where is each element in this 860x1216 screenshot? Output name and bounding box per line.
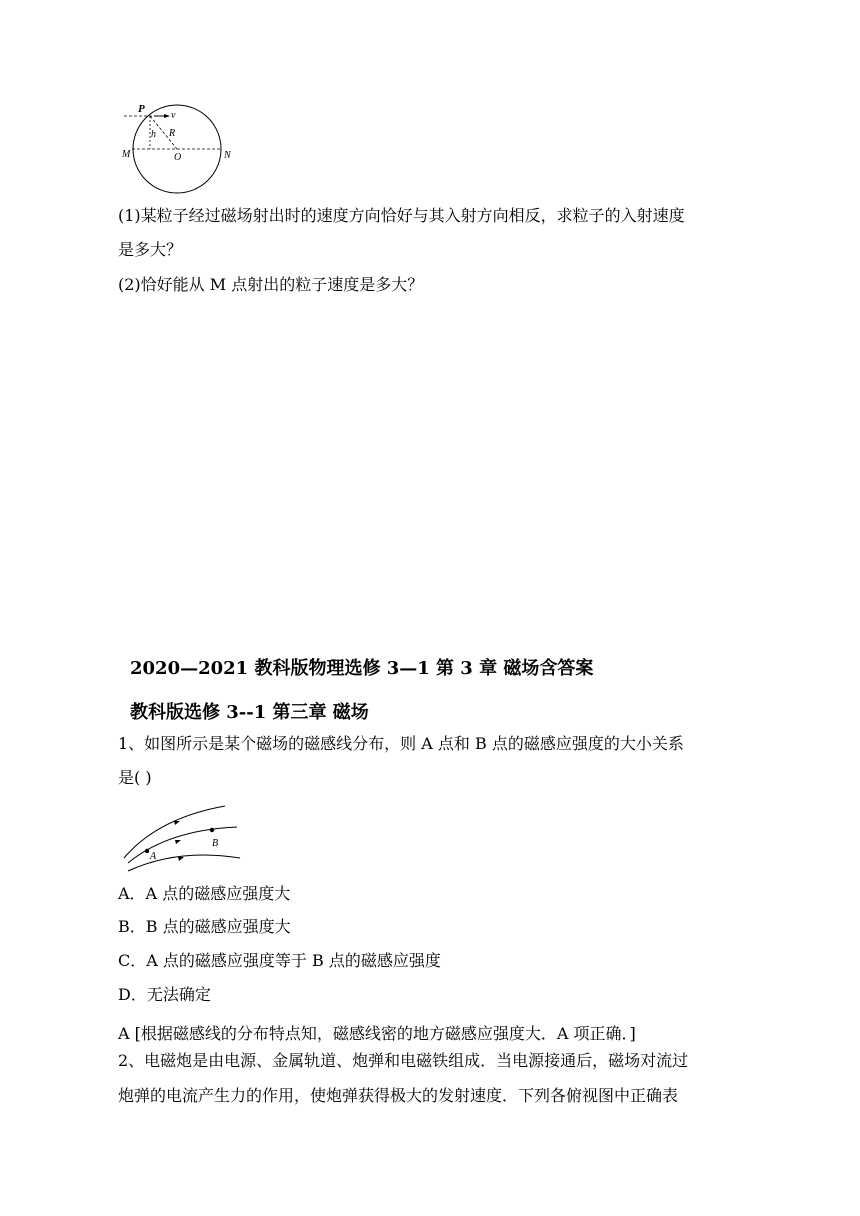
label-P: P (138, 103, 145, 115)
label-O: O (174, 152, 182, 163)
label-A: A (150, 851, 157, 862)
label-R: R (169, 128, 176, 139)
question-2: (2)恰好能从 M 点射出的粒子速度是多大？ (118, 275, 424, 294)
field-line-bottom (128, 855, 240, 871)
arrow-bottom (178, 857, 184, 861)
field-line-top (124, 806, 225, 858)
point-B (210, 828, 214, 832)
velocity-arrowhead (164, 114, 170, 118)
option-c: C．A 点的磁感应强度等于 B 点的磁感应强度 (118, 951, 441, 970)
option-b: B．B 点的磁感应强度大 (118, 917, 291, 936)
option-a: A．A 点的磁感应强度大 (118, 884, 291, 903)
label-v: v (171, 110, 176, 121)
arrow-middle (175, 840, 181, 844)
chapter-subtitle: 教科版选修 3--1 第三章 磁场 (130, 702, 369, 723)
item-2-line-1: 2、电磁炮是由电源、金属轨道、炮弹和电磁铁组成．当电源接通后，磁场对流过 (118, 1051, 689, 1070)
label-B: B (212, 838, 219, 849)
label-M: M (122, 149, 131, 160)
question-1-line-1: (1)某粒子经过磁场射出时的速度方向恰好与其入射方向相反，求粒子的入射速度 (118, 206, 685, 225)
document-title: 2020—2021 教科版物理选修 3—1 第 3 章 磁场含答案 (130, 658, 594, 679)
field-lines-figure (118, 800, 243, 875)
circle-field-figure (118, 100, 243, 200)
item-1-answer: A [根据磁感线的分布特点知，磁感线密的地方磁感应强度大．A 项正确．] (118, 1024, 636, 1043)
question-1-line-2: 是多大？ (118, 240, 183, 259)
item-1-stem-line-2: 是( ) (118, 768, 152, 787)
arrow-top (174, 821, 180, 825)
option-d: D．无法确定 (118, 985, 211, 1004)
point-A (145, 849, 149, 853)
label-h: h (151, 129, 156, 140)
item-1-stem-line-1: 1、如图所示是某个磁场的磁感线分布，则 A 点和 B 点的磁感应强度的大小关系 (118, 734, 684, 753)
item-2-line-2: 炮弹的电流产生力的作用，使炮弹获得极大的发射速度．下列各俯视图中正确表 (118, 1086, 679, 1105)
label-N: N (224, 150, 231, 161)
